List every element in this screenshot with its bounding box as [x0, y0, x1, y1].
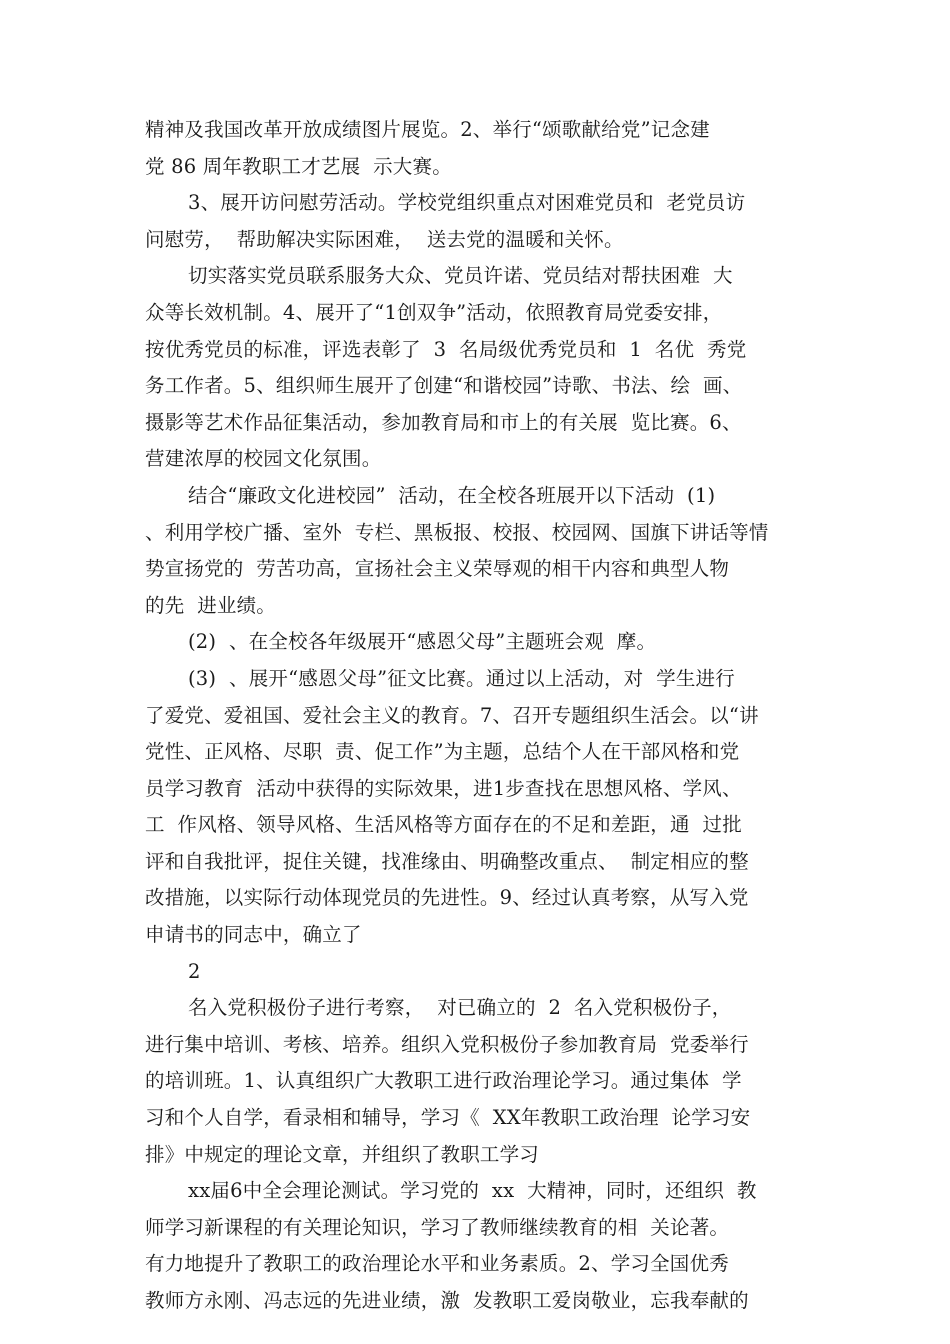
text-line: 党性、正风格、尽职 责、促工作”为主题，总结个人在干部风格和党 — [145, 740, 740, 764]
text-line: 工 作风格、领导风格、生活风格等方面存在的不足和差距，通 过批 — [145, 813, 742, 837]
text-line: xx届6中全会理论测试。学习党的 xx 大精神，同时，还组织 教 — [188, 1179, 757, 1203]
text-line: 了爱党、爱祖国、爱社会主义的教育。7、召开专题组织生活会。以“讲 — [145, 703, 759, 727]
text-line: 申请书的同志中，确立了 — [145, 923, 362, 947]
text-line: 的先 进业绩。 — [145, 593, 276, 617]
text-line: 精神及我国改革开放成绩图片展览。2、举行“颂歌献给党”记念建 — [145, 118, 710, 141]
text-line: 摄影等艺术作品征集活动，参加教育局和市上的有关展 览比赛。6、 — [145, 410, 742, 434]
text-line: 问慰劳， 帮助解决实际困难， 送去党的温暖和关怀。 — [145, 227, 624, 251]
text-line: 评和自我批评，捉住关键，找准缘由、明确整改重点、 制定相应的整 — [145, 849, 749, 873]
text-line: 营建浓厚的校园文化氛围。 — [145, 447, 382, 471]
text-line: 3、展开访问慰劳活动。学校党组织重点对困难党员和 老党员访 — [188, 191, 746, 215]
text-line: 党 86 周年教职工才艺展 示大赛。 — [145, 154, 452, 178]
text-line: 、利用学校广播、室外 专栏、黑板报、校报、校园网、国旗下讲话等情 — [145, 520, 769, 544]
text-line: 师学习新课程的有关理论知识，学习了教师继续教育的相 关论著。 — [145, 1215, 730, 1239]
text-line: 按优秀党员的标准，评选表彰了 3 名局级优秀党员和 1 名优 秀党 — [145, 337, 747, 361]
document-body — [145, 112, 810, 1320]
text-line: 教师方永刚、冯志远的先进业绩，激 发教职工爱岗敬业，忘我奉献的 — [145, 1289, 749, 1312]
text-line: 势宣扬党的 劳苦功高，宣扬社会主义荣辱观的相干内容和典型人物 — [145, 557, 730, 581]
text-line: 名入党积极份子进行考察， 对已确立的 2 名入党积极份子， — [188, 996, 732, 1020]
text-line: 结合“廉政文化进校园” 活动，在全校各班展开以下活动 (1) — [188, 483, 716, 507]
text-line: 有力地提升了教职工的政治理论水平和业务素质。2、学习全国优秀 — [145, 1252, 729, 1276]
text-line: 进行集中培训、考核、培养。组织入党积极份子参加教育局 党委举行 — [145, 1032, 749, 1056]
text-line: 的培训班。1、认真组织广大教职工进行政治理论学习。通过集体 学 — [145, 1069, 742, 1093]
text-line: (2) 、在全校各年级展开“感恩父母”主题班会观 摩。 — [188, 630, 657, 654]
text-line: 员学习教育 活动中获得的实际效果，进1步查找在思想风格、学风、 — [145, 776, 742, 800]
text-line: 切实落实党员联系服务大众、党员许诺、党员结对帮扶困难 大 — [188, 264, 733, 288]
text-line: 务工作者。5、组织师生展开了创建“和谐校园”诗歌、书法、绘 画、 — [145, 374, 743, 398]
text-line: 众等长效机制。4、展开了“1创双争”活动，依照教育局党委安排， — [145, 300, 723, 324]
page-number: 2 — [188, 959, 201, 983]
text-line: 排》中规定的理论文章，并组织了教职工学习 — [145, 1142, 540, 1166]
text-line: (3) 、展开“感恩父母”征文比赛。通过以上活动，对 学生进行 — [188, 666, 735, 690]
text-line: 习和个人自学，看录相和辅导，学习《 XX年教职工政治理 论学习安 — [145, 1106, 751, 1130]
text-line: 改措施，以实际行动体现党员的先进性。9、经过认真考察，从写入党 — [145, 886, 749, 910]
